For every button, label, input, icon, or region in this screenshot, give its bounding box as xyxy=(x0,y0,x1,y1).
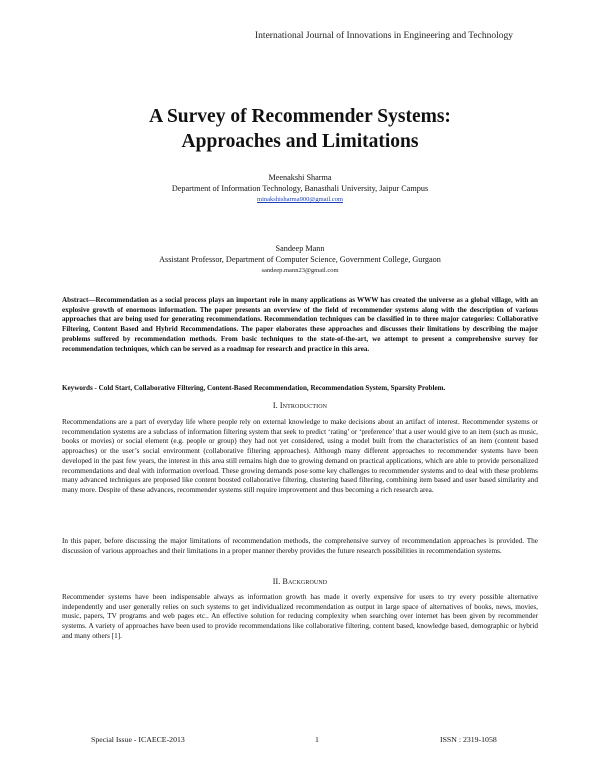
paper-title xyxy=(0,104,600,154)
author-email: sandeep.mann23@gmail.com xyxy=(261,267,339,274)
abstract: Abstract—Recommendation as a social process plays an important role in many applications as WWW has created the universe as a global village, with an explosive growth of enormous information. The paper presents an overview of the field of recommender systems along with the description of various approaches that are being used for generating recommendations. Recommendation techniques can be classified in to three major categories: Collaborative Filtering, Content Based and Hybrid Recommendations. The paper elaborates these approaches and discusses their limitations by describing the major problems suffered by recommendation methods. From basic techniques to the state-of-the-art, we attempt to present a comprehensive survey for recommendation techniques, which can be served as a roadmap for research and practice in this area. xyxy=(62,296,538,353)
section-heading-introduction xyxy=(0,401,600,410)
author-block-1 xyxy=(0,172,600,205)
keywords: Keywords - Cold Start, Collaborative Filtering, Content-Based Recommendation, Recommendation System, Sparsity Problem. xyxy=(62,384,446,392)
paper-title-line-2: Approaches and Limitations xyxy=(181,131,419,152)
journal-header: International Journal of Innovations in Engineering and Technology xyxy=(255,31,513,41)
author-email-link[interactable]: minakshisharma900@gmail.com xyxy=(257,196,343,203)
footer-page-number: 1 xyxy=(315,735,319,744)
section-title: Background xyxy=(282,577,328,586)
section-number: I. xyxy=(272,401,278,410)
background-paragraph-1: Recommender systems have been indispensable always as information growth has made it overly expensive for users to try every possible alternative independently and user generally relies on such systems to get individualized recommendation as output in large space of alternatives of books, news, movies, music, papers, TV programs and web pages etc.. An effective solution for reducing complexity when searching over internet has been given by recommender systems. A variety of approaches have been used to provide recommendations like collaborative filtering, content based, knowledge based, demographic or hybrid and many others [1]. xyxy=(62,593,538,640)
footer-issue: Special Issue - ICAECE-2013 xyxy=(91,735,185,744)
section-number: II. xyxy=(272,577,281,586)
section-heading-background xyxy=(0,577,600,586)
author-affiliation: Assistant Professor, Department of Computer Science, Government College, Gurgaon xyxy=(159,255,441,264)
paper-title-line-1: A Survey of Recommender Systems: xyxy=(149,106,451,127)
footer-issn: ISSN : 2319-1058 xyxy=(440,735,497,744)
intro-paragraph-1: Recommendations are a part of everyday life where people rely on external knowledge to make decisions about an artifact of interest. Recommender systems or recommendation systems are a subclass of information filtering system that seek to predict ‘rating’ or ‘preference’ that a user would give to an item (such as music, books or movies) or social element (e.g. people or group) they had not yet considered, using a model built from the characteristics of an item (content based approaches) or the user’s social environment (collaborative filtering approaches). Although many different approaches to recommender systems have been developed in the past few years, the interest in this area still remains high due to growing demand on practical applications, which are able to provide personalized recommendations and deal with information overload. These growing demands pose some key challenges to recommender systems and to deal with these problems many advanced techniques are proposed like content boosted collaborative filtering, clustering based filtering, combining item based and user based similarity and many more. Despite of these advances, recommender systems still require improvement and thus becoming a rich research area. xyxy=(62,418,538,494)
author-block-2 xyxy=(0,243,600,276)
section-title: Introduction xyxy=(279,401,328,410)
intro-paragraph-2: In this paper, before discussing the major limitations of recommendation methods, the comprehensive survey of recommendation approaches is provided. The discussion of various approaches and their limitations in a proper manner thereby provides the future research possibilities in recommendation systems. xyxy=(62,537,538,555)
author-name: Meenakshi Sharma xyxy=(268,173,332,182)
author-affiliation: Department of Information Technology, Banasthali University, Jaipur Campus xyxy=(171,184,429,193)
author-name: Sandeep Mann xyxy=(275,244,325,253)
